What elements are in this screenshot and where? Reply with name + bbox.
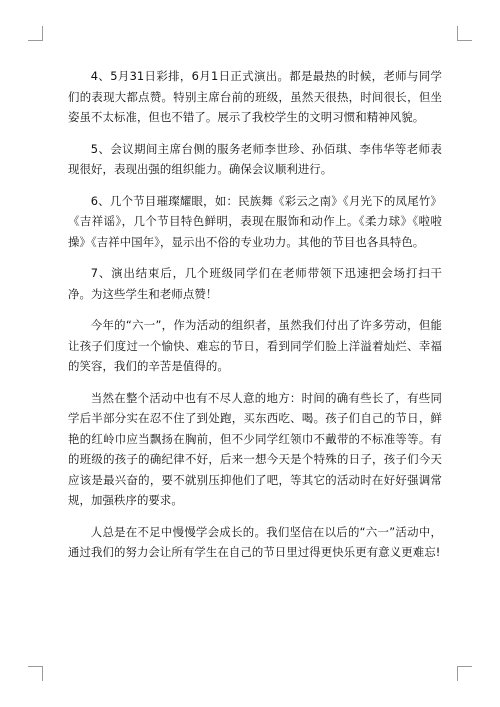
paragraph-item-5: 5、会议期间主席台侧的服务老师李世珍、孙佰琪、李伟华等老师表现很好，表现出强的组织能力。确保会议顺利进行。 bbox=[68, 141, 442, 176]
document-body bbox=[68, 66, 442, 574]
paragraph-conclusion: 人总是在不足中慢慢学会成长的。我们坚信在以后的“六一”活动中，通过我们的努力会让所有学生在自己的节日里过得更快乐更有意义更难忘! bbox=[68, 524, 442, 559]
crop-mark-bottom-left bbox=[28, 666, 43, 681]
paragraph-summary: 今年的“六一”，作为活动的组织者，虽然我们付出了许多劳动，但能让孩子们度过一个愉快、难忘的节日，看到同学们脸上洋溢着灿烂、幸福的笑容，我们的辛苦是值得的。 bbox=[68, 318, 442, 373]
paragraph-item-6: 6、几个节目璀璨耀眼，如：民族舞《彩云之南》《月光下的凤尾竹》《吉祥谣》，几个节目特色鲜明，表现在服饰和动作上。《柔力球》《啦啦操》《吉祥中国年》，显示出不俗的专业功力。其他的节目也各具特色。 bbox=[68, 193, 442, 249]
paragraph-shortcomings: 当然在整个活动中也有不尽人意的地方：时间的确有些长了，有些同学后半部分实在忍不住了到处跑，买东西吃、喝。孩子们自己的节日，鲜艳的红岭巾应当飘扬在胸前，但不少同学红领巾不戴带的不标准等等。有的班级的孩子的确纪律不好，后来一想今天是个特殊的日子，孩子们今天应该是最兴奋的，要不就别压抑他们了吧，等其它的活动时在好好强调常规，加强秩序的要求。 bbox=[68, 390, 442, 507]
paragraph-item-4: 4、5月31日彩排，6月1日正式演出。都是最热的时候，老师与同学们的表现大都点赞。特别主席台前的班级，虽然天很热，时间很长，但坐姿虽不太标准，但也不错了。展示了我校学生的文明习惯和精神风貌。 bbox=[68, 69, 442, 124]
crop-mark-top-left bbox=[28, 26, 43, 41]
paragraph-item-7: 7、演出结束后，几个班级同学们在老师带领下迅速把会场打扫干净。为这些学生和老师点赞！ bbox=[68, 266, 442, 301]
crop-mark-bottom-right bbox=[457, 666, 472, 681]
crop-mark-top-right bbox=[457, 26, 472, 41]
